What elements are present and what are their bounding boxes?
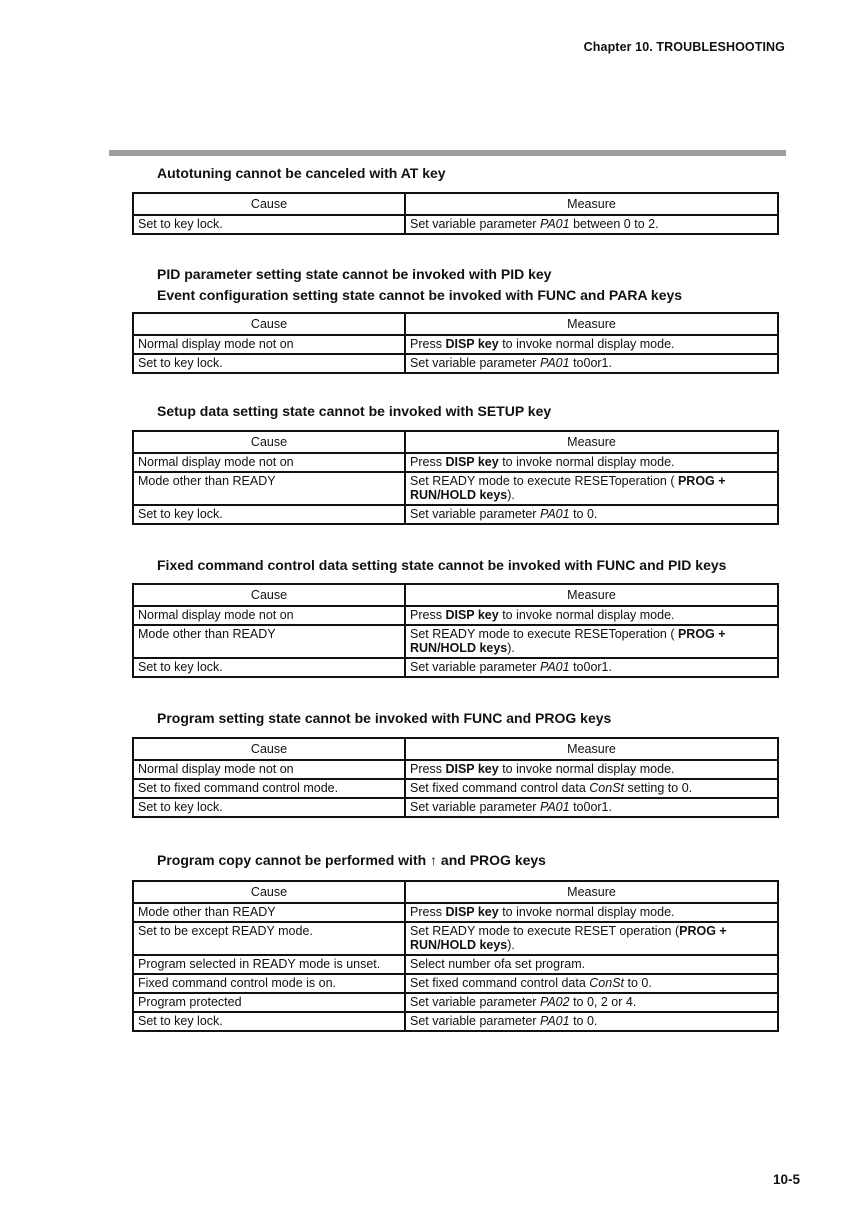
troubleshooting-table (132, 880, 779, 1032)
measure-cell: Set variable parameter PA02 to 0, 2 or 4. (405, 993, 778, 1012)
measure-cell: Press DISP key to invoke normal display mode. (405, 606, 778, 625)
section-title: Setup data setting state cannot be invoked with SETUP key (157, 403, 552, 419)
cause-cell: Set to key lock. (133, 658, 405, 677)
table-row (133, 1012, 778, 1031)
table-row (133, 993, 778, 1012)
measure-header: Measure (405, 584, 778, 606)
cause-cell: Normal display mode not on (133, 760, 405, 779)
table-row (133, 760, 778, 779)
measure-cell: Press DISP key to invoke normal display mode. (405, 453, 778, 472)
troubleshooting-table (132, 737, 779, 818)
cause-cell: Fixed command control mode is on. (133, 974, 405, 993)
section-divider (109, 150, 786, 156)
page-number: 10-5 (772, 1172, 800, 1187)
chapter-header: Chapter 10. TROUBLESHOOTING (583, 40, 785, 54)
measure-cell: Set variable parameter PA01 to0or1. (405, 798, 778, 817)
table-row (133, 922, 778, 955)
troubleshooting-table (132, 430, 779, 525)
table-row (133, 955, 778, 974)
table-row (133, 625, 778, 658)
cause-cell: Set to key lock. (133, 1012, 405, 1031)
measure-header: Measure (405, 431, 778, 453)
cause-cell: Normal display mode not on (133, 606, 405, 625)
cause-cell: Normal display mode not on (133, 335, 405, 354)
cause-cell: Mode other than READY (133, 625, 405, 658)
troubleshooting-table (132, 192, 779, 235)
measure-header: Measure (405, 313, 778, 335)
measure-cell: Press DISP key to invoke normal display mode. (405, 903, 778, 922)
table-header-row (133, 313, 778, 335)
cause-header: Cause (133, 881, 405, 903)
table-row (133, 606, 778, 625)
section-title: Fixed command control data setting state cannot be invoked with FUNC and PID keys (157, 557, 727, 573)
table-row (133, 472, 778, 505)
table-row (133, 335, 778, 354)
table-header-row (133, 193, 778, 215)
cause-cell: Set to key lock. (133, 798, 405, 817)
section-title: Autotuning cannot be canceled with AT key (157, 165, 446, 181)
cause-cell: Mode other than READY (133, 472, 405, 505)
troubleshooting-table (132, 312, 779, 374)
measure-cell: Set READY mode to execute RESET operation (PROG + RUN/HOLD keys). (405, 922, 778, 955)
cause-cell: Mode other than READY (133, 903, 405, 922)
cause-cell: Program protected (133, 993, 405, 1012)
section-title: Event configuration setting state cannot be invoked with FUNC and PARA keys (157, 287, 683, 303)
section-title: PID parameter setting state cannot be invoked with PID key (157, 266, 552, 282)
measure-header: Measure (405, 738, 778, 760)
cause-header: Cause (133, 313, 405, 335)
measure-cell: Select number ofa set program. (405, 955, 778, 974)
table-row (133, 903, 778, 922)
cause-cell: Set to be except READY mode. (133, 922, 405, 955)
measure-cell: Set variable parameter PA01 to 0. (405, 1012, 778, 1031)
table-header-row (133, 431, 778, 453)
table-header-row (133, 584, 778, 606)
table-header-row (133, 738, 778, 760)
table-header-row (133, 881, 778, 903)
measure-header: Measure (405, 881, 778, 903)
table-row (133, 215, 778, 234)
cause-cell: Set to key lock. (133, 215, 405, 234)
cause-cell: Normal display mode not on (133, 453, 405, 472)
table-row (133, 798, 778, 817)
cause-cell: Set to key lock. (133, 354, 405, 373)
troubleshooting-table (132, 583, 779, 678)
table-row (133, 354, 778, 373)
cause-header: Cause (133, 738, 405, 760)
cause-header: Cause (133, 431, 405, 453)
cause-header: Cause (133, 193, 405, 215)
cause-header: Cause (133, 584, 405, 606)
table-row (133, 505, 778, 524)
section-title: Program setting state cannot be invoked with FUNC and PROG keys (157, 710, 612, 726)
cause-cell: Program selected in READY mode is unset. (133, 955, 405, 974)
measure-cell: Set variable parameter PA01 to 0. (405, 505, 778, 524)
table-row (133, 779, 778, 798)
table-row (133, 974, 778, 993)
section-title: Program copy cannot be performed with ↑ and PROG keys (157, 852, 546, 868)
measure-cell: Set READY mode to execute RESEToperation ( PROG + RUN/HOLD keys). (405, 625, 778, 658)
cause-cell: Set to fixed command control mode. (133, 779, 405, 798)
measure-header: Measure (405, 193, 778, 215)
measure-cell: Set fixed command control data ConSt setting to 0. (405, 779, 778, 798)
measure-cell: Press DISP key to invoke normal display mode. (405, 760, 778, 779)
measure-cell: Set READY mode to execute RESEToperation ( PROG + RUN/HOLD keys). (405, 472, 778, 505)
measure-cell: Set variable parameter PA01 between 0 to 2. (405, 215, 778, 234)
measure-cell: Set fixed command control data ConSt to 0. (405, 974, 778, 993)
table-row (133, 658, 778, 677)
table-row (133, 453, 778, 472)
measure-cell: Press DISP key to invoke normal display mode. (405, 335, 778, 354)
measure-cell: Set variable parameter PA01 to0or1. (405, 658, 778, 677)
measure-cell: Set variable parameter PA01 to0or1. (405, 354, 778, 373)
cause-cell: Set to key lock. (133, 505, 405, 524)
